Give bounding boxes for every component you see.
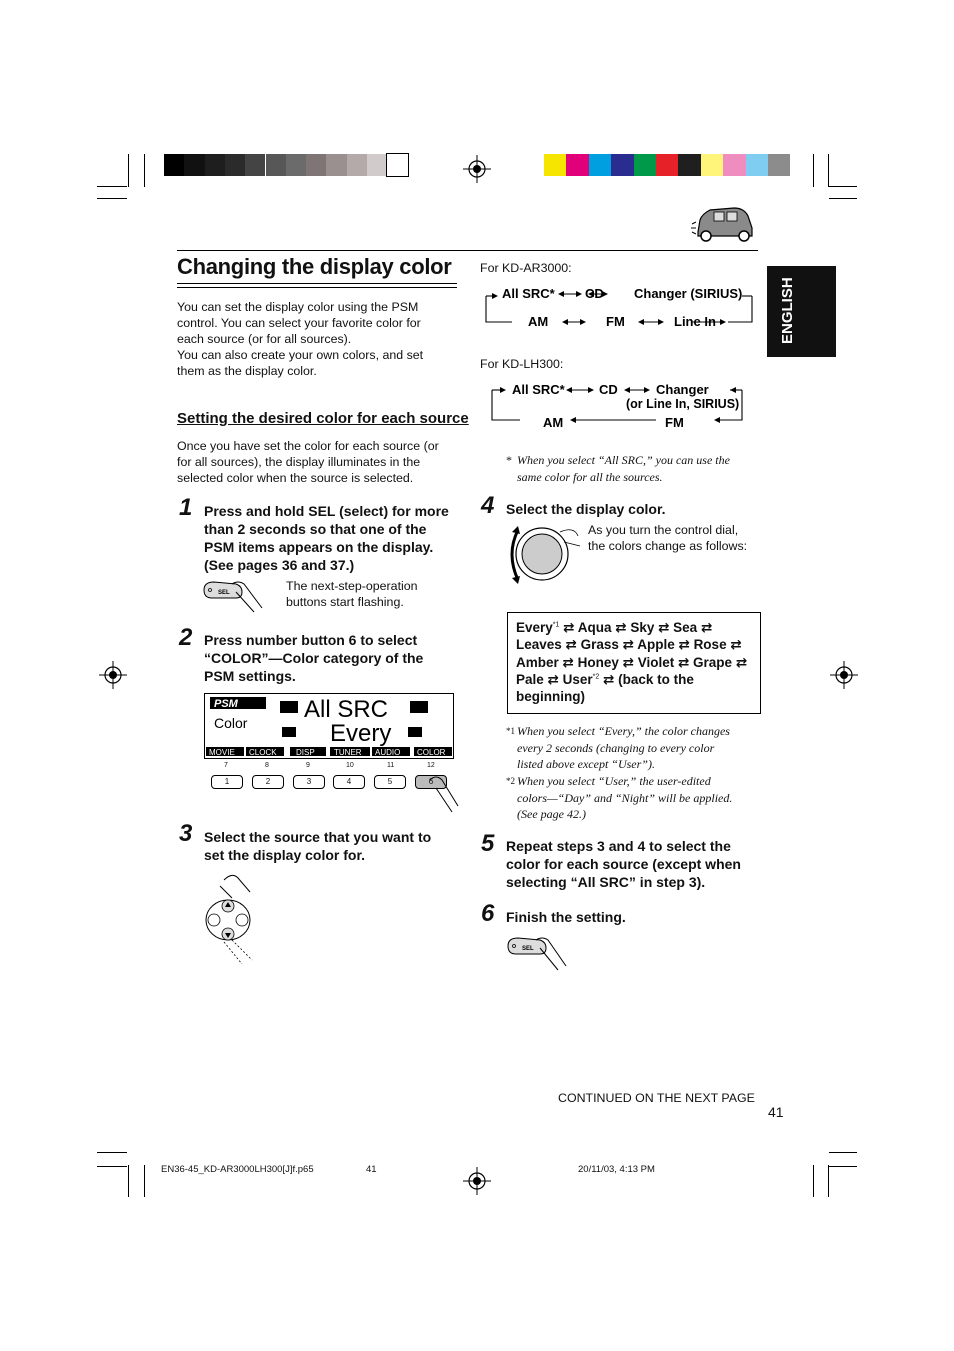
language-tab-label: ENGLISH [779,277,796,344]
all-src-footnote: * When you select “All SRC,” you can use the same color for all the sources. [506,453,730,484]
ar3000-label: For KD-AR3000: [480,261,572,275]
step-1-text: Press and hold SEL (select) for more than 2 seconds so that one of the PSM items appears on the display. (See pages 36 and 37.) [204,503,449,573]
lcd-category: Color [214,715,248,731]
registration-mark-top [463,155,491,183]
ar3000-cd: CD [585,286,604,301]
number-button-2[interactable]: 2 [252,775,284,789]
colorbar-swatch [701,154,723,176]
graybar-swatch [367,154,387,176]
section-heading: Setting the desired color for each source [177,410,469,427]
colorbar-swatch [611,154,633,176]
step-4-note: As you turn the control dial, the colors change as follows: [588,523,748,553]
registration-mark-bottom [463,1167,491,1195]
footnote-1: *1 When you select “Every,” the color changes every 2 seconds (changing to every color listed above except “User”). [506,724,730,771]
graybar-swatch [164,154,184,176]
step-1-number: 1 [179,494,193,521]
page-title: Changing the display color [177,254,452,279]
colorbar-swatch [566,154,588,176]
graybar-swatch [225,154,245,176]
ar3000-am: AM [528,314,549,329]
step-2-text: Press number button 6 to select “COLOR”—Color category of the PSM settings. [204,632,424,684]
step-5-text: Repeat steps 3 and 4 to select the color for each source (except when selecting “All SRC” in step 3). [506,838,741,890]
lcd-menu-audio: AUDIO [375,748,401,757]
step-2-number: 2 [179,624,193,651]
lh300-fm: FM [665,415,684,430]
colorbar-swatch [723,154,745,176]
footer-file: EN36-45_KD-AR3000LH300[J]f.p65 [161,1164,314,1175]
lh300-source-cycle [480,378,760,436]
sel-button-press-icon-2 [506,934,570,972]
lcd-menu-tuner: TUNER [334,748,362,757]
footer-date: 20/11/03, 4:13 PM [578,1164,655,1175]
colorbar-swatch [678,154,700,176]
graybar-swatch [184,154,204,176]
colorbar-swatch [634,154,656,176]
step-5-number: 5 [481,830,495,857]
color-line-5: beginning) [516,689,585,704]
sel-button-press-icon [202,578,266,614]
step-6-number: 6 [481,900,495,927]
color-line-3: Amber ⇄ Honey ⇄ Violet ⇄ Grape ⇄ [516,655,748,670]
language-tab [767,266,836,357]
step-4-text: Select the display color. [506,501,666,517]
graybar-swatch [326,154,346,176]
step-3-text: Select the source that you want to set the display color for. [204,829,432,863]
control-dial-icon [504,522,584,588]
lcd-display [204,693,454,759]
color-line-1: Every$^{*1}$ ⇄ Aqua ⇄ Sky ⇄ Sea ⇄ [516,620,713,635]
lcd-menu-color: COLOR [417,748,446,757]
colorbar-swatch [544,154,566,176]
color-cycle-box [507,612,761,714]
graybar-swatch [286,154,306,176]
ar3000-fm: FM [606,314,625,329]
number-button-6[interactable]: 6 [415,775,447,789]
number-button-4[interactable]: 4 [333,775,365,789]
sel-label: SEL [218,590,230,596]
section-text: Once you have set the color for each source (or for all sources), the display illuminates in the selected color when the source is selected. [177,439,439,485]
lcd-menu-disp: DISP [296,748,315,757]
lh300-label: For KD-LH300: [480,357,564,371]
color-line-4: Pale ⇄ User$^{*2}$ ⇄ (back to the [516,672,694,687]
lh300-changer: Changer [656,382,709,397]
ar3000-line-in: Line In [674,314,716,329]
step-4-number: 4 [481,492,495,519]
colorbar-swatch [746,154,768,176]
lcd-source: All SRC [304,696,389,723]
continued-note: CONTINUED ON THE NEXT PAGE [558,1091,755,1105]
step-3-number: 3 [179,820,193,847]
graybar-swatch [245,154,265,176]
graybar-swatch [387,154,407,176]
lh300-changer-sub: (or Line In, SIRIUS) [626,397,740,411]
lcd-value: Every [330,720,392,747]
car-icon [690,202,758,246]
directional-pad-icon [202,872,262,968]
graybar-swatch [347,154,367,176]
lcd-menu-clock: CLOCK [249,748,277,757]
footer-page: 41 [366,1164,377,1175]
lh300-am: AM [543,415,564,430]
number-button-1[interactable]: 1 [211,775,243,789]
finger-press-icon [422,770,462,814]
lh300-all-src: All SRC* [512,382,565,397]
footnote-2: *2 When you select “User,” the user-edited colors—“Day” and “Night” will be applied. (See page 42.) [506,774,733,821]
graybar-swatch [306,154,326,176]
lcd-menu-movie: MOVIE [209,748,235,757]
lcd-psm-label: PSM [214,698,238,710]
ar3000-changer: Changer (SIRIUS) [634,286,743,301]
lh300-cd: CD [599,382,618,397]
registration-mark-left [99,661,127,689]
colorbar-swatch [768,154,790,176]
colorbar-swatch [589,154,611,176]
graybar-swatch [266,154,286,176]
sel-label-2: SEL [522,946,534,952]
ar3000-source-cycle [480,280,760,336]
registration-mark-right [830,661,858,689]
ar3000-all-src: All SRC* [502,286,555,301]
number-button-3[interactable]: 3 [293,775,325,789]
graybar-swatch [205,154,225,176]
intro-text: You can set the display color using the PSM control. You can select your favorite color for each source (or for all sources). You can also create your own colors, and set them as the display color. [177,300,424,378]
page-number: 41 [768,1104,784,1120]
number-button-5[interactable]: 5 [374,775,406,789]
step-1-note: The next-step-operation buttons start flashing. [286,579,418,609]
color-line-2: Leaves ⇄ Grass ⇄ Apple ⇄ Rose ⇄ [516,637,742,652]
step-6-text: Finish the setting. [506,909,626,925]
colorbar-swatch [656,154,678,176]
